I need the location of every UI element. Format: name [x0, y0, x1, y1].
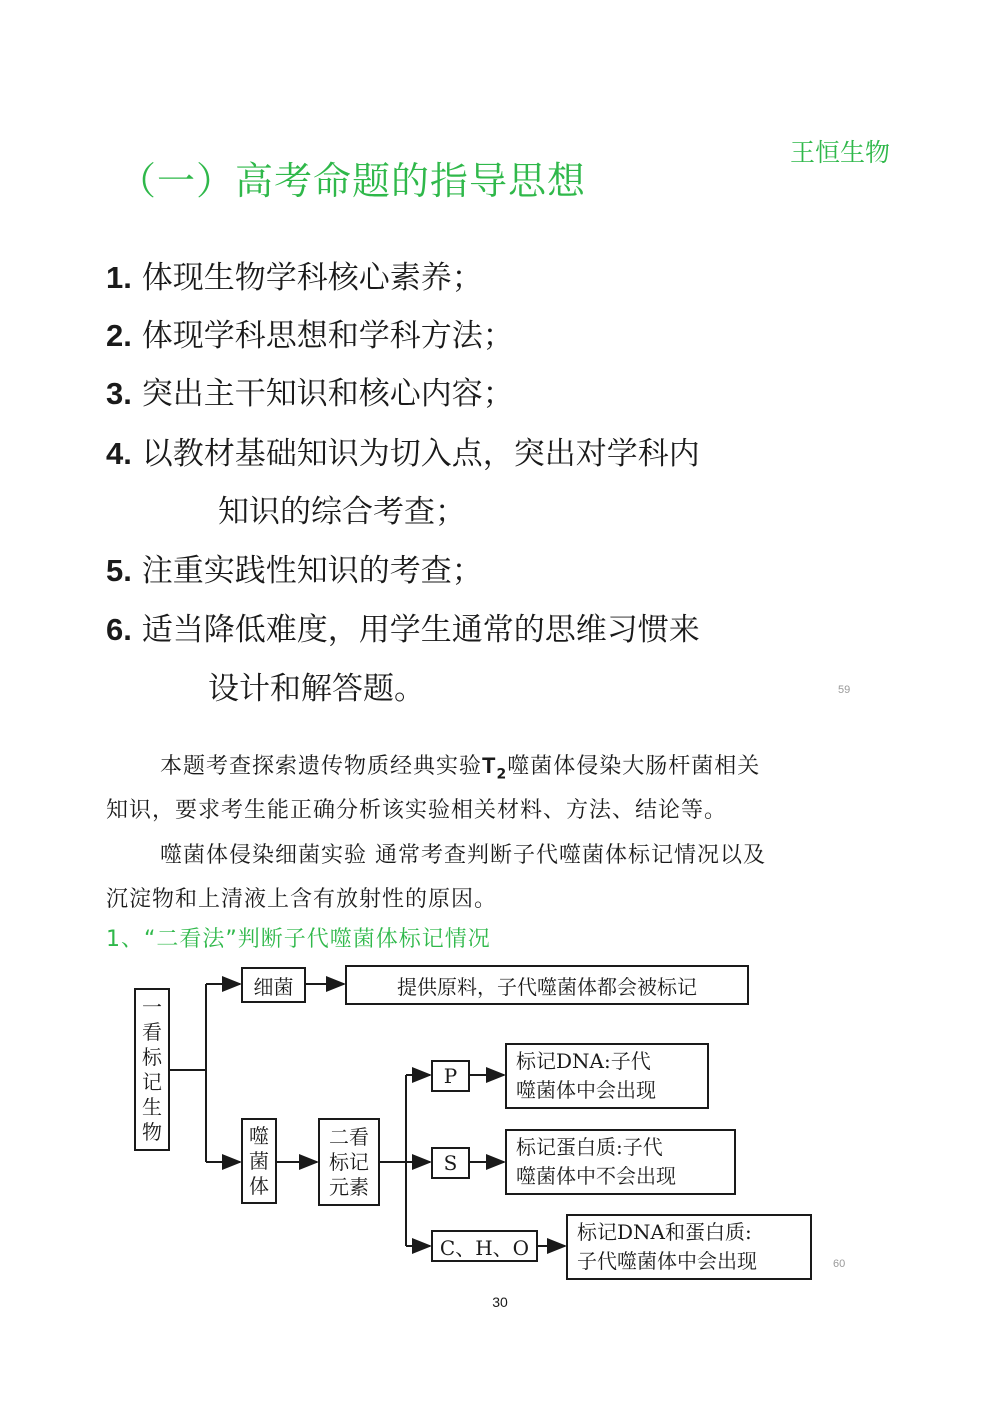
item-continuation: 设计和解答题。 — [208, 671, 425, 707]
box-char: 生 — [142, 1094, 162, 1119]
box-line: 标记DNA和蛋白质: — [577, 1220, 752, 1244]
t2-letter: T — [482, 753, 497, 778]
box-char: 记 — [142, 1069, 162, 1094]
box-char: 噬 — [249, 1123, 269, 1148]
t2-subscript: 2 — [496, 766, 508, 783]
box-line: 标记蛋白质:子代 — [516, 1135, 663, 1159]
phage-box — [241, 1118, 277, 1204]
box-char: 物 — [142, 1119, 162, 1144]
element-p-box: P — [431, 1060, 470, 1092]
paragraph-text: 噬菌体侵染大肠杆菌相关 — [507, 754, 761, 779]
paragraph-line: 沉淀物和上清液上含有放射性的原因。 — [106, 887, 498, 912]
box-line: 元素 — [329, 1174, 369, 1199]
item-text: 注重实践性知识的考查； — [131, 553, 483, 589]
box-line: 标记 — [329, 1149, 369, 1174]
paragraph-text: 本题考查探索遗传物质经典实验 — [160, 754, 483, 779]
slide-number: 59 — [838, 684, 851, 696]
box-char: 看 — [142, 1019, 162, 1044]
item-number: 6. — [106, 612, 132, 647]
box-char: 一 — [142, 994, 162, 1019]
item-number: 1. — [106, 260, 132, 295]
s-result-box — [505, 1129, 736, 1195]
item-text: 适当降低难度，用学生通常的思维习惯来 — [131, 612, 700, 648]
box-char: 标 — [142, 1044, 162, 1069]
box-line: 子代噬菌体中会出现 — [577, 1249, 757, 1273]
paragraph-line: 知识，要求考生能正确分析该实验相关材料、方法、结论等。 — [106, 798, 728, 823]
item-number: 5. — [106, 553, 132, 588]
slide-title: （一）高考命题的指导思想 — [118, 159, 587, 203]
item-text: 体现生物学科核心素养； — [131, 260, 483, 296]
box-line: 二看 — [329, 1124, 369, 1149]
second-look-box — [318, 1118, 380, 1206]
box-char: 体 — [249, 1173, 269, 1198]
page-number: 30 — [492, 1294, 508, 1310]
element-cho-box: C、H、O — [431, 1230, 538, 1262]
bacteria-box: 细菌 — [241, 967, 306, 1003]
box-line: 噬菌体中会出现 — [516, 1078, 656, 1102]
slide-number: 60 — [833, 1258, 846, 1270]
item-text: 以教材基础知识为切入点，突出对学科内 — [131, 436, 700, 472]
bacteria-result-box: 提供原料，子代噬菌体都会被标记 — [345, 965, 749, 1005]
paragraph-line: 噬菌体侵染细菌实验 通常考查判断子代噬菌体标记情况以及 — [160, 843, 766, 868]
p-result-box — [505, 1043, 709, 1109]
cho-result-box — [566, 1214, 812, 1280]
subheading: 1、“二看法”判断子代噬菌体标记情况 — [106, 927, 491, 952]
first-look-box — [134, 988, 170, 1151]
box-char: 菌 — [249, 1148, 269, 1173]
watermark: 王恒生物 — [790, 138, 891, 167]
item-number: 3. — [106, 376, 132, 411]
box-line: 标记DNA:子代 — [516, 1049, 651, 1073]
box-line: 噬菌体中不会出现 — [516, 1164, 676, 1188]
item-number: 2. — [106, 318, 132, 353]
item-number: 4. — [106, 436, 132, 471]
item-continuation: 知识的综合考查； — [218, 494, 466, 530]
item-text: 突出主干知识和核心内容； — [131, 376, 514, 412]
element-s-box: S — [431, 1147, 470, 1179]
item-text: 体现学科思想和学科方法； — [131, 318, 514, 354]
